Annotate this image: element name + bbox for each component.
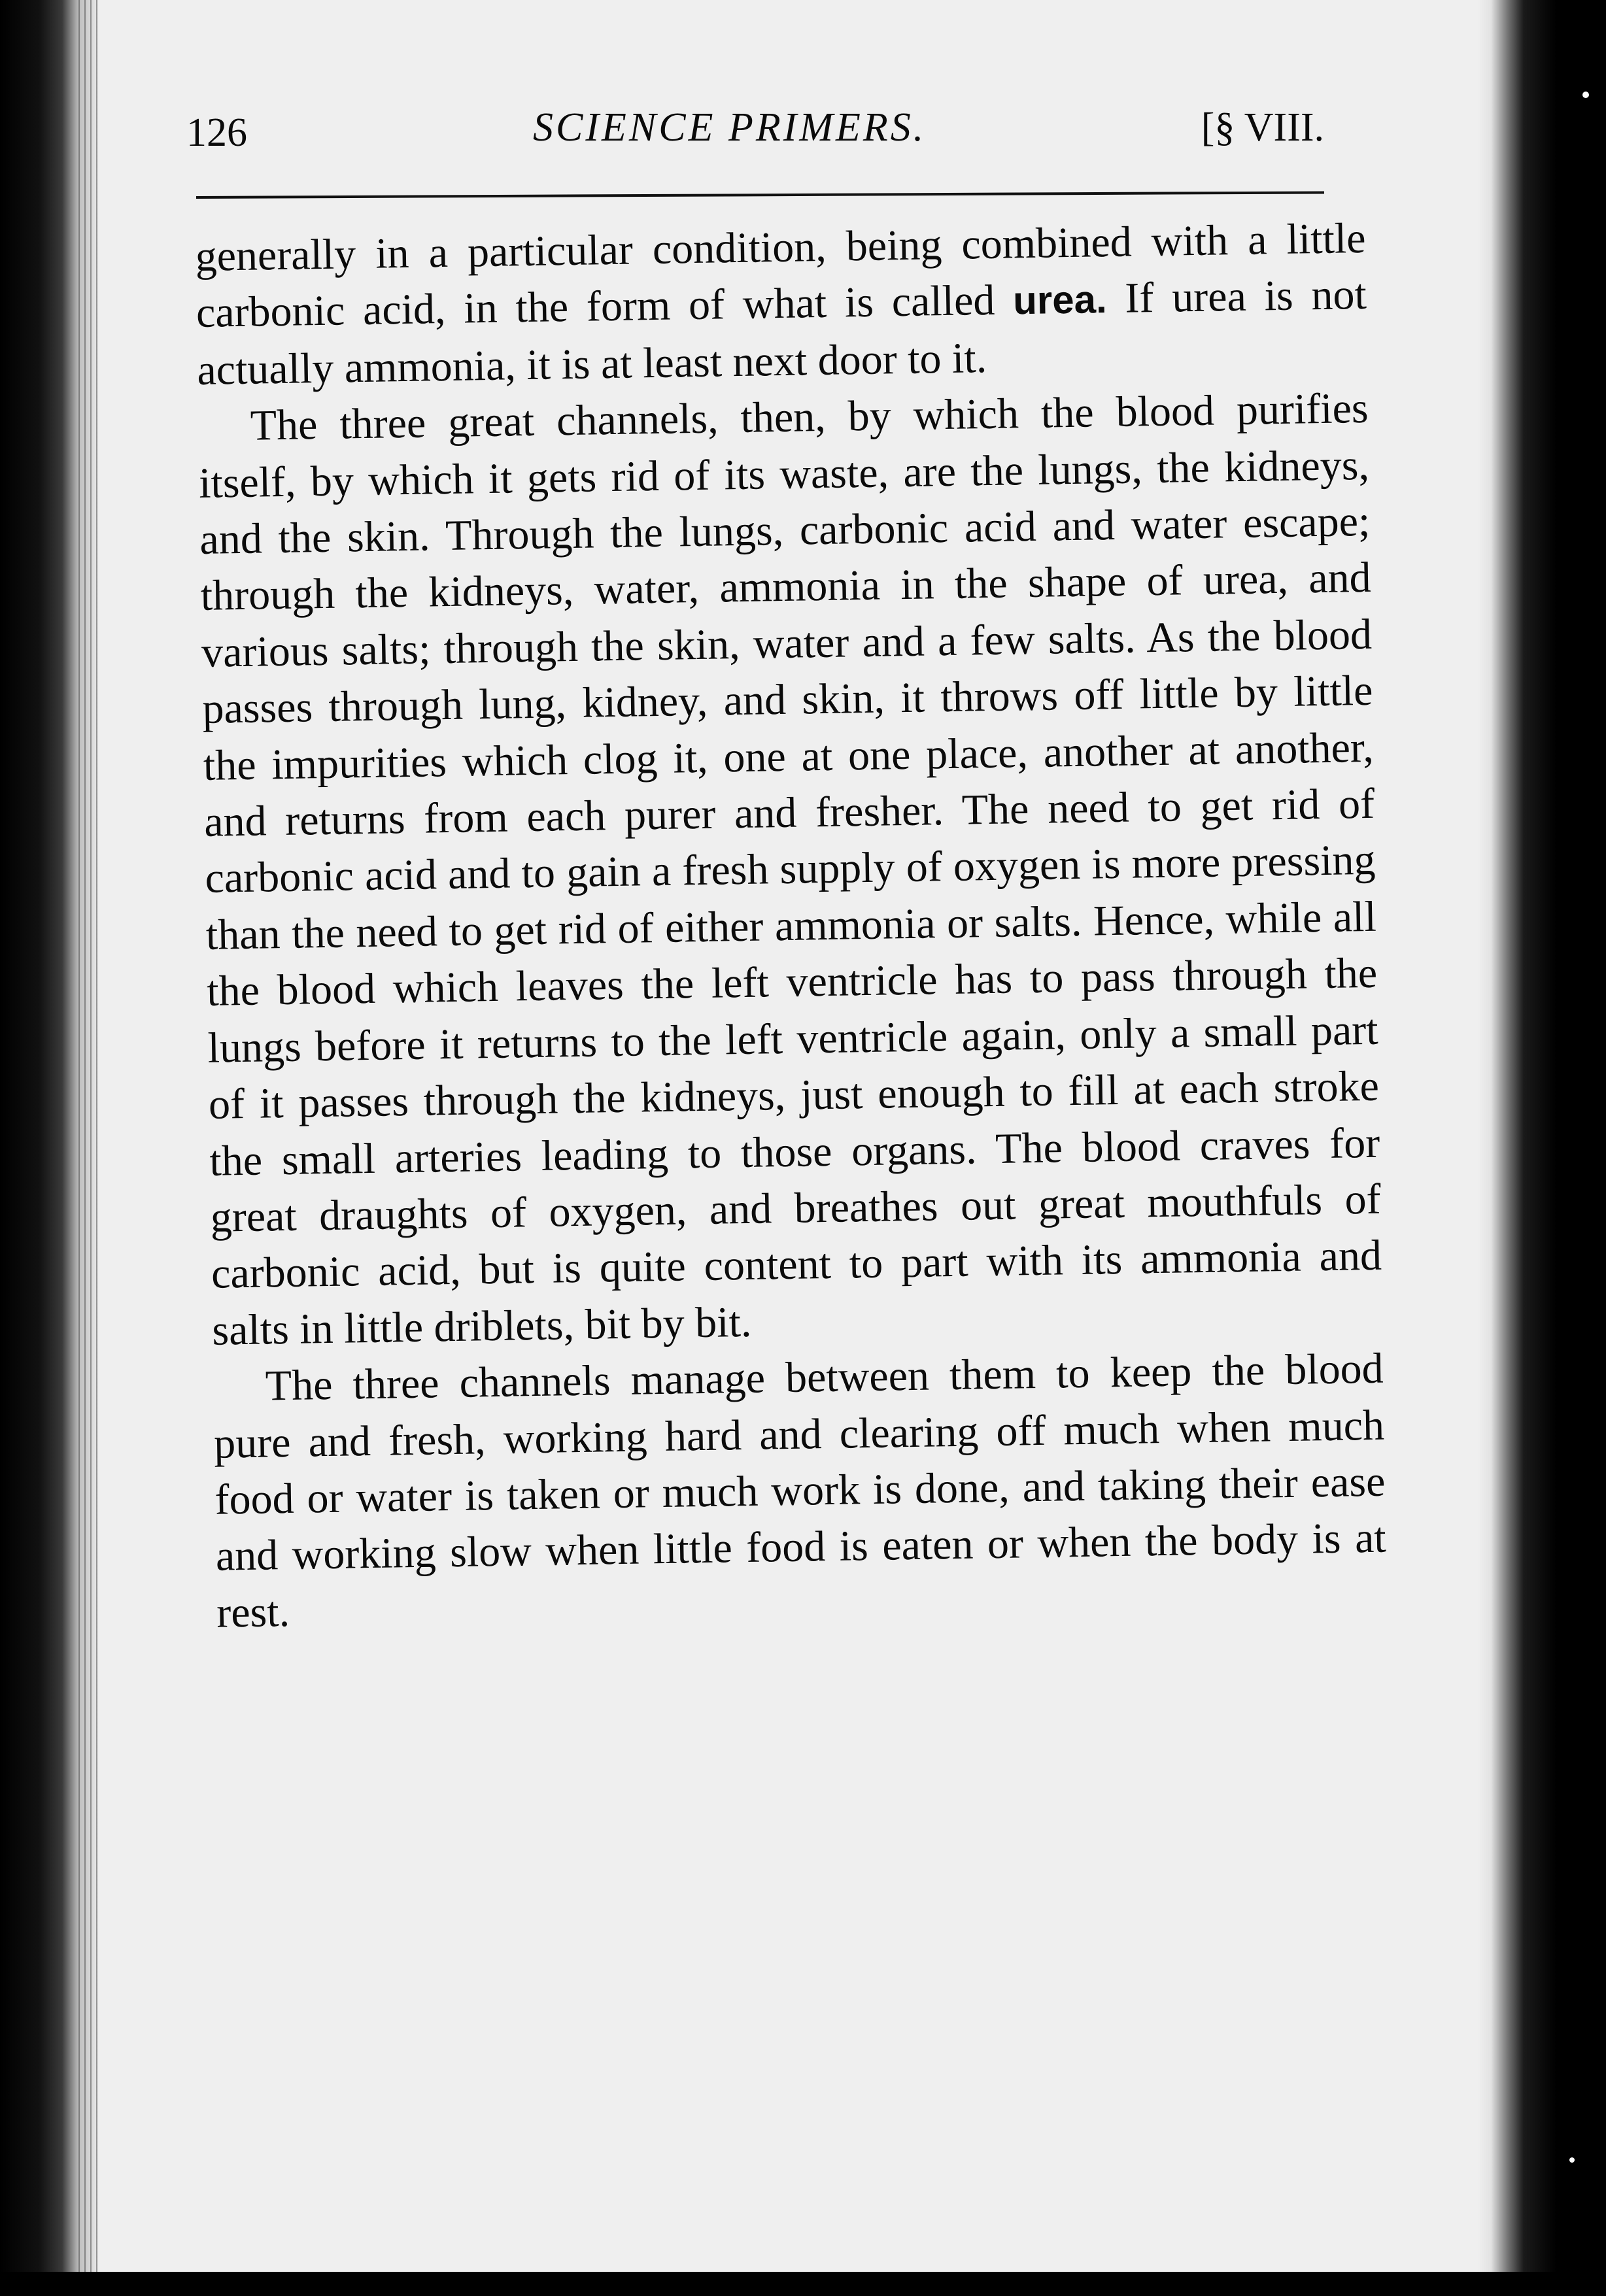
paragraph-1-text: generally in a particular condition, being combined with a little carbonic acid, in the form of what is called (195, 214, 1367, 337)
right-page-edge (1478, 0, 1606, 2296)
paragraph-1 (195, 211, 1368, 399)
term-urea: urea. (1012, 277, 1108, 323)
scan-speck (1582, 92, 1589, 98)
body-text (195, 211, 1388, 1642)
scan-speck (1569, 2157, 1575, 2163)
running-head (186, 105, 1324, 170)
paragraph-2: The three great channels, then, by which the blood purifies itself, by which it gets rid of its waste, are the lungs, the kidneys, and the skin. Through the lungs, carbonic acid and water escape; through the kidneys, water, ammonia in the shape of urea, and various salts; through the skin, water and a few salts. As the blood passes through lung, kidney, and skin, it throws off little by little the impurities which clog it, one at one place, another at another, and returns from each purer and fresher. The need to get rid of carbonic acid and to gain a fresh supply of oxygen is more pressing than the need to get rid of either ammonia or salts. Hence, while all the blood which leaves the left ventricle has to pass through the lungs before it returns to the left ventricle again, only a small part of it passes through the kidneys, just enough to fill at each stroke the small arteries leading to those organs. The blood craves for great draughts of oxygen, and breathes out great mouthfuls of carbonic acid, but is quite content to part with its ammonia and salts in little driblets, bit by bit. (198, 384, 1382, 1355)
page-number: 126 (186, 110, 247, 155)
paragraph-3: The three channels manage between them to keep the blood pure and fresh, working hard and clearing off much when much food or water is taken or much work is done, and taking their ease and working slow when little food is eaten or when the body is at rest. (213, 1344, 1387, 1637)
running-head-title: SCIENCE PRIMERS. (533, 105, 927, 150)
paragraph-1-continuation: If urea is not actually ammonia, it is at least next door to it. (196, 271, 1367, 394)
bottom-scan-edge (0, 2272, 1606, 2296)
section-marker: [§ VIII. (1201, 105, 1324, 150)
